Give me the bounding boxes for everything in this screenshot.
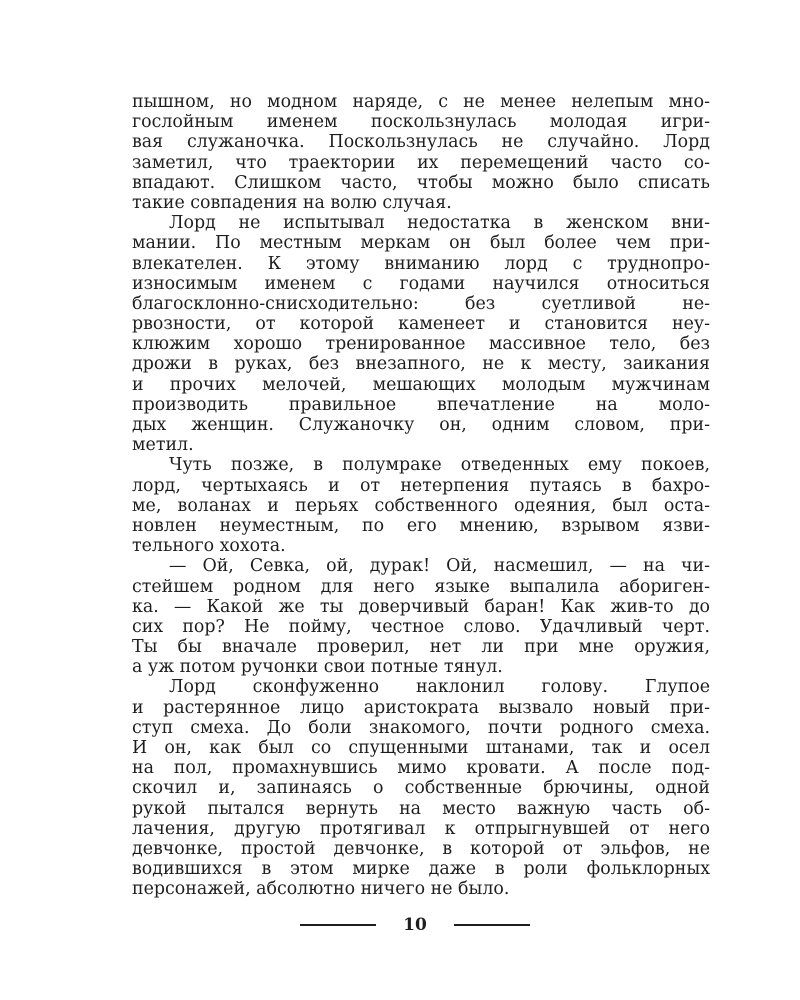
footer-rule-right bbox=[454, 924, 530, 926]
paragraph-first-line: Чуть позже, в полумраке отведенных ему покоев, bbox=[169, 455, 710, 476]
page-footer bbox=[300, 912, 530, 938]
text-line: на пол, промахнувшись мимо кровати. А после под- bbox=[132, 758, 710, 779]
text-line: ступ смеха. До боли знакомого, почти родного смеха. bbox=[132, 717, 710, 738]
footer-rule-left bbox=[300, 924, 376, 926]
text-line: и растерянное лицо аристократа вызвало новый при- bbox=[132, 697, 710, 718]
text-line: новлен неуместным, по его мнению, взрывом язви- bbox=[132, 515, 710, 536]
text-line: рукой пытался вернуть на место важную часть об- bbox=[132, 798, 710, 819]
text-line: клюжим хорошо тренированное массивное тело, без bbox=[132, 334, 710, 355]
text-line: заметил, что траектории их перемещений часто со- bbox=[132, 152, 710, 173]
text-line: а уж потом ручонки свои потные тянул. bbox=[132, 657, 503, 678]
text-line: износимым именем с годами научился относиться bbox=[132, 273, 710, 294]
text-line: мании. По местным меркам он был более чем при- bbox=[132, 233, 710, 254]
text-line: такие совпадения на волю случая. bbox=[132, 192, 452, 213]
text-line: благосклонно-снисходительно: без суетливой не- bbox=[132, 293, 710, 314]
text-line: тельного хохота. bbox=[132, 536, 286, 557]
book-page-text bbox=[132, 92, 710, 900]
text-line: пышном, но модном наряде, с не менее нелепым мно- bbox=[132, 92, 710, 112]
paragraph-first-line: Лорд сконфуженно наклонил голову. Глупое bbox=[169, 677, 710, 698]
text-line: и прочих мелочей, мешающих молодым мужчинам bbox=[132, 374, 710, 395]
text-line: метил. bbox=[132, 435, 194, 456]
dialogue-first-line: — Ой, Севка, ой, дурак! Ой, насмешил, — на чи- bbox=[169, 556, 710, 577]
text-line: Ты бы вначале проверил, нет ли при мне оружия, bbox=[132, 637, 710, 658]
text-line: лачения, другую протягивал к отпрыгнувшей от него bbox=[132, 818, 710, 839]
text-line: влекателен. К этому вниманию лорд с труднопро- bbox=[132, 253, 710, 274]
text-line: дых женщин. Служаночку он, одним словом, при- bbox=[132, 415, 710, 435]
paragraph-first-line: Лорд не испытывал недостатка в женском вни- bbox=[169, 213, 710, 234]
text-line: ка. — Какой же ты доверчивый баран! Как жив-то до bbox=[132, 596, 710, 617]
text-line: впадают. Слишком часто, чтобы можно было списать bbox=[132, 172, 710, 193]
text-line: лорд, чертыхаясь и от нетерпения путаясь в бахро- bbox=[132, 475, 710, 496]
text-line: стейшем родном для него языке выпалила абориген- bbox=[132, 576, 710, 597]
text-line: сих пор? Не пойму, честное слово. Удачливый черт. bbox=[132, 616, 710, 637]
text-line: скочил и, запинаясь о собственные брючины, одной bbox=[132, 778, 710, 799]
text-line: рвозности, от которой каменеет и становится неу- bbox=[132, 314, 710, 335]
text-line: дрожи в руках, без внезапного, не к месту, заикания bbox=[132, 354, 710, 375]
text-line: вая служаночка. Поскользнулась не случайно. Лорд bbox=[132, 132, 710, 153]
text-line: ме, воланах и перьях собственного одеяния, был оста- bbox=[132, 495, 710, 516]
text-line: производить правильное впечатление на моло- bbox=[132, 394, 710, 415]
text-line: И он, как был со спущенными штанами, так и осел bbox=[132, 738, 710, 758]
text-line: гослойным именем поскользнулась молодая игри- bbox=[132, 112, 710, 133]
text-line: девчонке, простой девчонке, в которой от эльфов, не bbox=[132, 838, 710, 859]
text-line: персонажей, абсолютно ничего не было. bbox=[132, 879, 510, 900]
text-line: водившихся в этом мирке даже в роли фольклорных bbox=[132, 859, 710, 880]
page-number: 10 bbox=[403, 915, 427, 935]
